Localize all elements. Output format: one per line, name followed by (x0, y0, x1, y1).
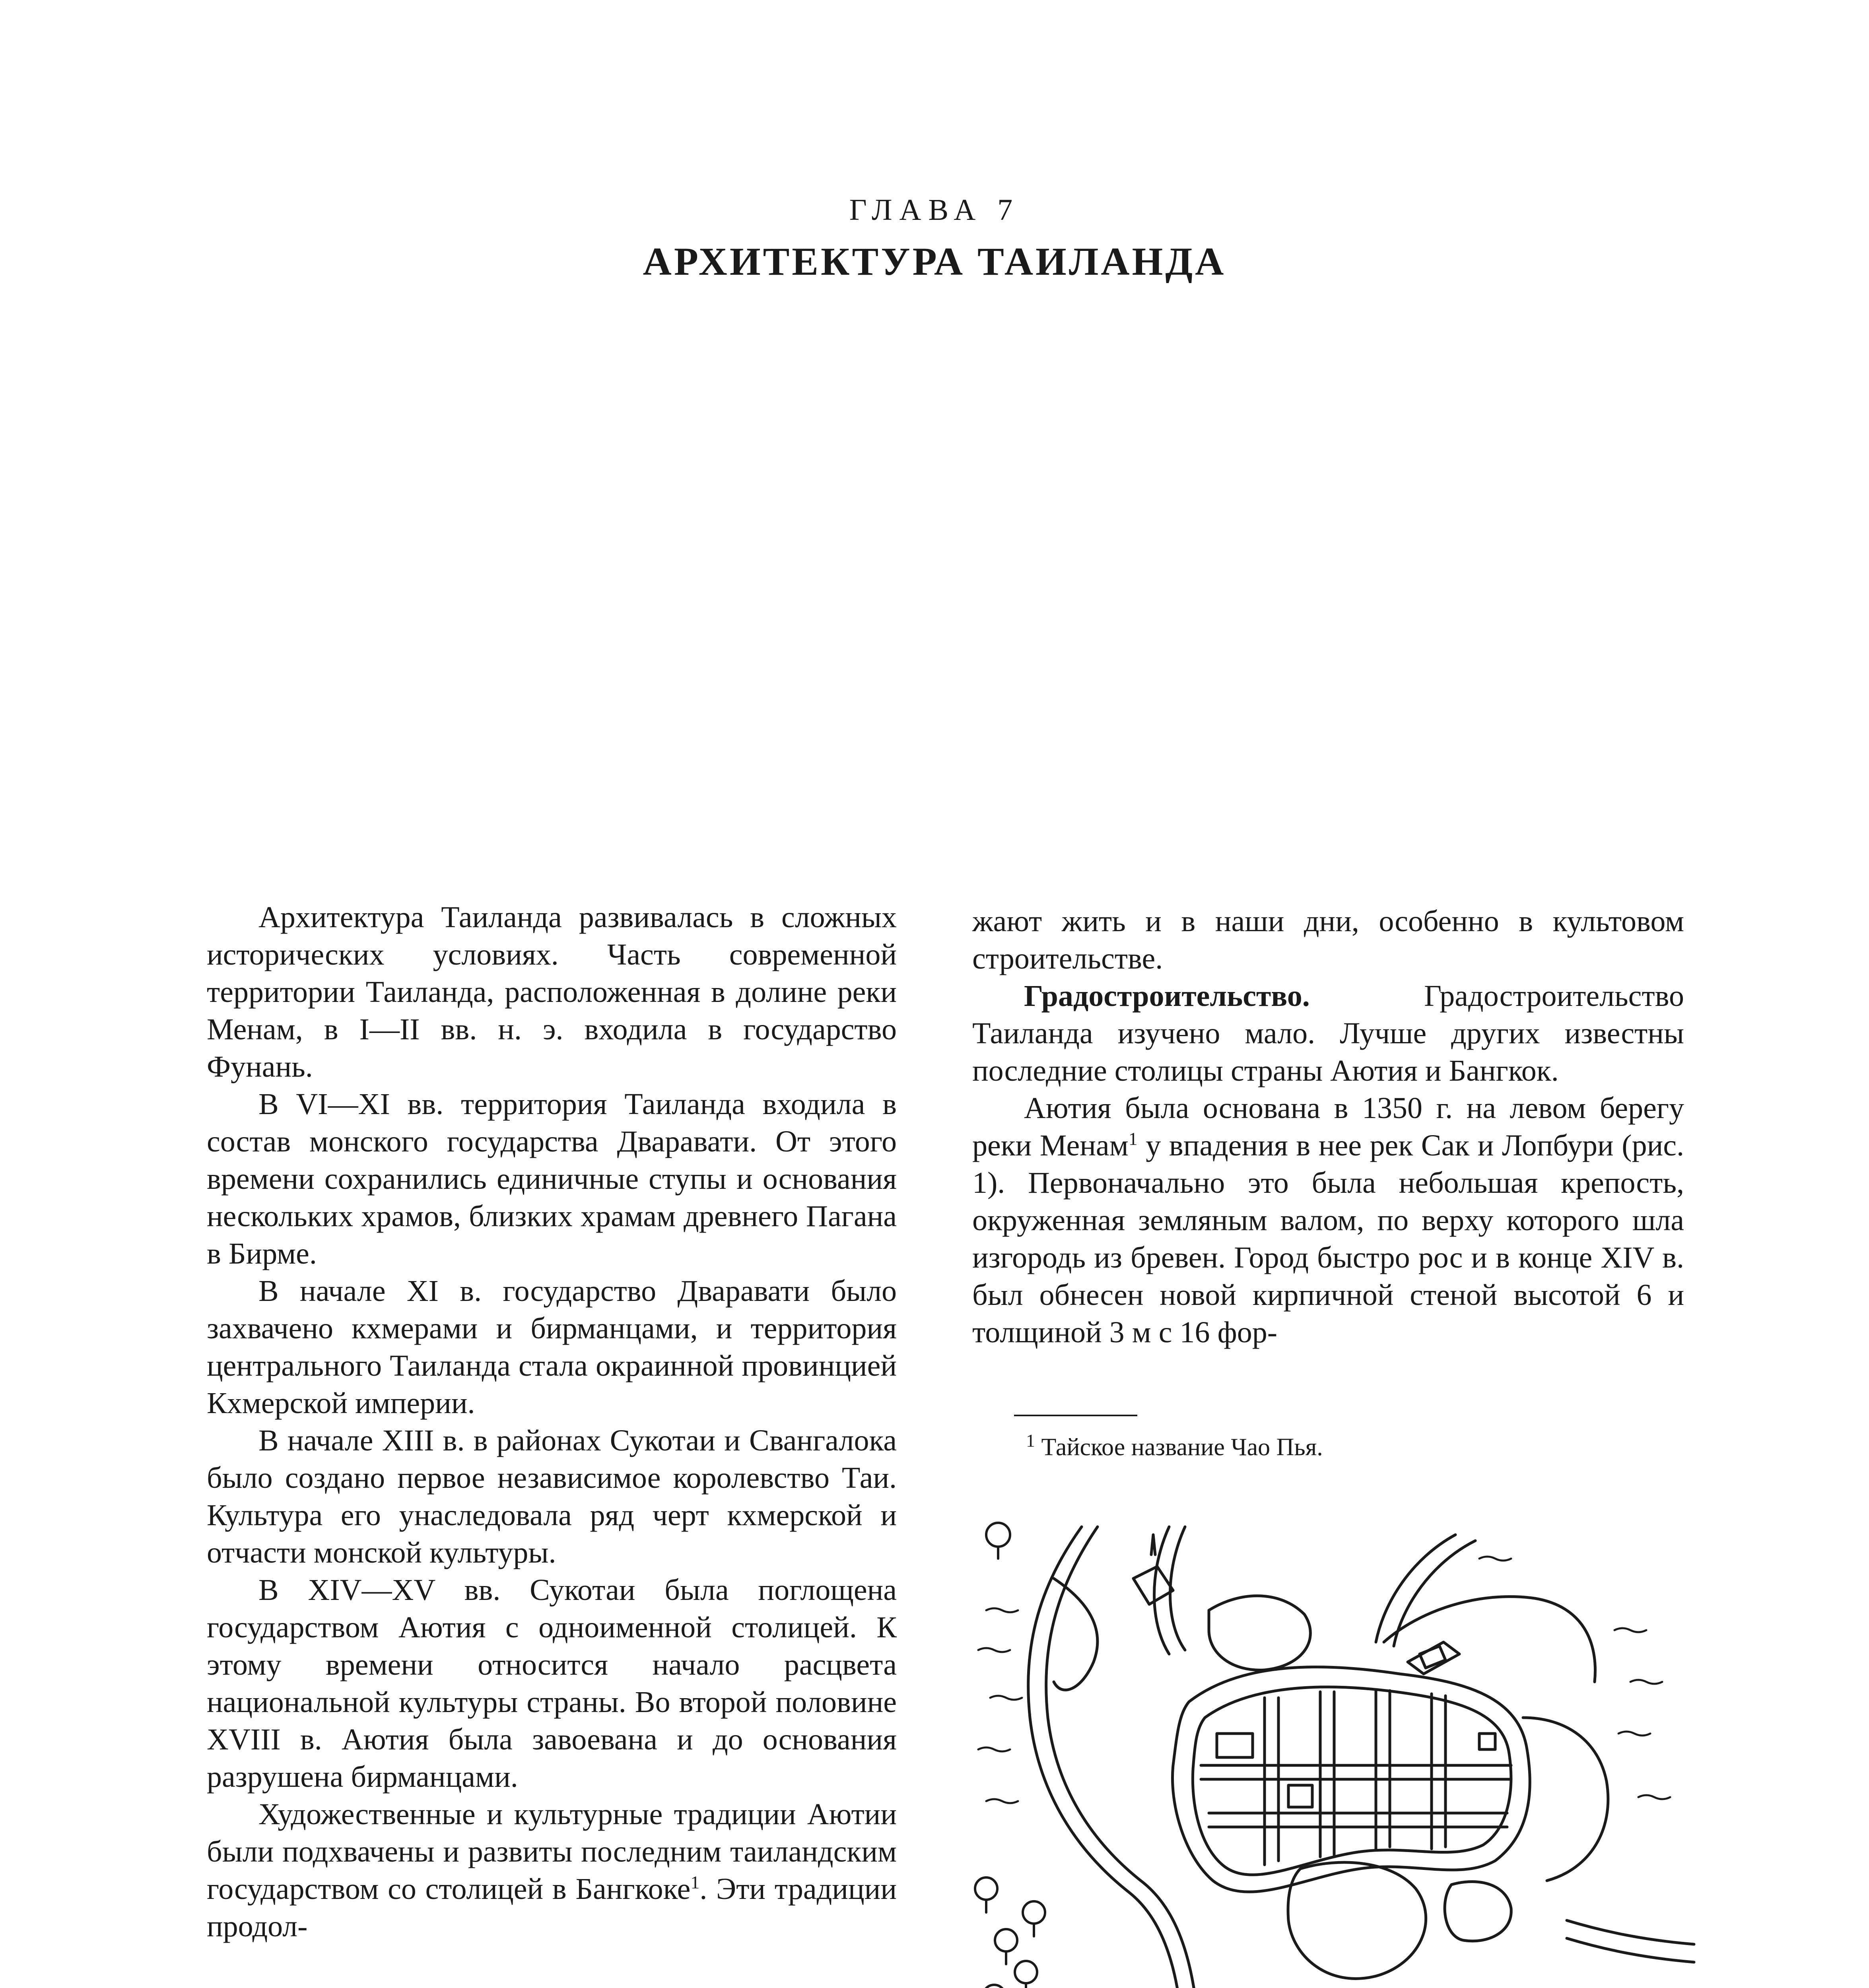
paragraph-text: Художественные и культурные традиции Аютии были подхвачены и развиты последним таиландским государством со столицей в Бангкоке (207, 1798, 897, 1906)
paragraph: Архитектура Таиланда развивалась в сложных исторических условиях. Часть современной территории Таиланда, расположенная в долине реки Менам, в I—II вв. н. э. входила в государство Фунань. (207, 901, 897, 1083)
section-heading: Градостроительство. (1024, 979, 1310, 1013)
paragraph: В начале XIII в. в районах Сукотаи и Свангалока было создано первое независимое королевство Таи. Культура его унаследовала ряд черт кхмерской и отчасти монской культуры. (207, 1424, 897, 1569)
paragraph-text: у впадения в нее рек Сак и Лопбури (рис. 1). Первоначально это была небольшая крепость, окруженная земляным валом, по верху которого шла изгородь из бревен. Город быстро рос и в конце XIV в. был обнесен новой кирпичной стеной высотой 6 и толщиной 3 м с 16 фор- (972, 1129, 1684, 1349)
trees (975, 1523, 1045, 1988)
footnote-mark: 1 (1026, 1430, 1035, 1451)
paragraph: В VI—XI вв. территория Таиланда входила в состав монского государства Дваравати. От этого времени сохранились единичные ступы и основания нескольких храмов, близких храмам древнего Пагана в Бирме. (207, 1087, 897, 1270)
paragraph: В начале XI в. государство Дваравати было захвачено кхмерами и бирманцами, и территория центрального Таиланда стала окраинной провинцией Кхмерской империи. (207, 1274, 897, 1420)
right-column (972, 903, 1684, 1351)
paragraph (972, 977, 1684, 1089)
footnote-text: Тайское название Чао Пья. (1041, 1434, 1323, 1461)
paragraph-text: . Эти традиции продол- (207, 1872, 897, 1943)
city-plan-figure (962, 1511, 1698, 1988)
left-column (207, 899, 897, 1945)
paragraph-text: Градостроительство Таиланда изучено мало. Лучше других известны последние столицы страны Аютия и Бангкок. (972, 979, 1684, 1087)
paragraph (972, 1089, 1684, 1351)
river-channels (1028, 1527, 1694, 1988)
footnote-reference[interactable]: 1 (690, 1872, 700, 1893)
paragraph: жают жить и в наши дни, особенно в культовом строительстве. (972, 905, 1684, 975)
chapter-label: ГЛАВА 7 (849, 193, 1020, 227)
paragraph-text: Аютия была основана в 1350 г. на левом берегу реки Менам (972, 1091, 1684, 1162)
footnote-rule (1014, 1415, 1137, 1416)
water-hatching (978, 1557, 1670, 1988)
chapter-title: АРХИТЕКТУРА ТАИЛАНДА (643, 239, 1226, 283)
paragraph (207, 1796, 897, 1945)
fortress-corner (1133, 1535, 1445, 1668)
footnote-reference[interactable]: 1 (1128, 1128, 1138, 1149)
paragraph: В XIV—XV вв. Сукотаи была поглощена государством Аютия с одноименной столицей. К этому времени относится начало расцвета национальной культуры страны. Во второй половине XVIII в. Аютия была завоевана и до основания разрушена бирманцами. (207, 1573, 897, 1794)
footnote-right (1026, 1431, 1702, 1463)
